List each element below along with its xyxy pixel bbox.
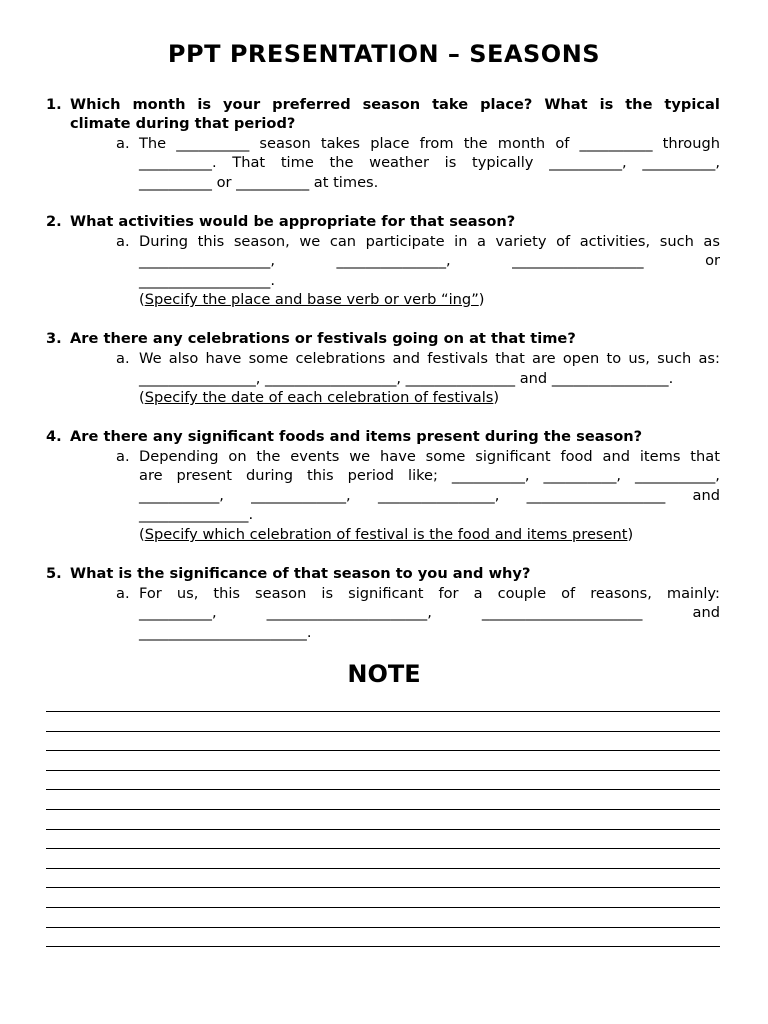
word: mainly: <box>666 585 720 602</box>
word: are <box>532 350 556 367</box>
word: some <box>248 350 289 367</box>
word: this <box>197 233 225 250</box>
word: are <box>139 467 163 484</box>
word: festivals <box>427 350 488 367</box>
word: items <box>639 448 681 465</box>
word: have <box>380 448 416 465</box>
answer-4a-line-4: _______________. <box>139 506 254 523</box>
word: as: <box>698 350 720 367</box>
word: the <box>256 448 281 465</box>
note-rule-line <box>46 750 720 751</box>
word: or <box>705 252 720 269</box>
word: us, <box>628 350 650 367</box>
word: month <box>132 96 186 113</box>
word: some <box>425 448 466 465</box>
question-number: 1. <box>46 96 62 113</box>
question-3-text: Are there any celebrations or festivals going on at that time? <box>70 330 576 347</box>
word: like; <box>408 467 438 484</box>
word: ___________________ <box>526 487 666 504</box>
word: __________ <box>579 135 653 152</box>
word: The <box>139 135 167 152</box>
word: and <box>392 350 421 367</box>
word: and <box>692 487 720 504</box>
answer-3a-line-2: ________________, __________________, _______________ and ________________. <box>139 370 674 387</box>
word: of <box>556 233 571 250</box>
answer-4a-line-1 <box>139 447 720 467</box>
question-number: 4. <box>46 428 62 445</box>
note-rule-line <box>46 887 720 888</box>
word: __________________ <box>512 252 644 269</box>
word: variety <box>495 233 547 250</box>
note-rule-line <box>46 770 720 771</box>
word: place? <box>480 96 533 113</box>
note-rule-line <box>46 829 720 830</box>
note-rule-line <box>46 848 720 849</box>
answer-2a-line-1 <box>139 232 720 252</box>
question-number: 5. <box>46 565 62 582</box>
word: period <box>347 467 395 484</box>
instruction-text: Specify the date of each celebration of festivals <box>144 389 494 406</box>
word: season, <box>233 233 290 250</box>
word: the <box>463 135 488 152</box>
word: ______________________, <box>266 604 432 621</box>
word: is <box>444 154 457 171</box>
word: and <box>602 448 631 465</box>
word: We <box>139 350 162 367</box>
word: significant <box>475 448 551 465</box>
answer-1a-line-1 <box>139 134 720 154</box>
answer-2a-instruction: (Specify the place and base verb or verb “ing”) <box>139 291 485 308</box>
word: the <box>329 154 354 171</box>
answer-5a-line-1 <box>139 584 720 604</box>
word: time <box>280 154 314 171</box>
word: For <box>139 585 162 602</box>
word: such <box>657 350 692 367</box>
word: What <box>544 96 588 113</box>
word: __________. <box>139 154 217 171</box>
word: food <box>560 448 593 465</box>
note-rule-line <box>46 868 720 869</box>
answer-4a-line-3 <box>139 486 720 506</box>
word: significant <box>348 585 424 602</box>
word: events <box>290 448 340 465</box>
word: such <box>659 233 694 250</box>
word: on <box>228 448 247 465</box>
word: __________, <box>549 154 627 171</box>
word: through <box>662 135 720 152</box>
word: preferred <box>272 96 351 113</box>
word: __________________, <box>139 252 275 269</box>
word: couple <box>497 585 547 602</box>
question-4-text: Are there any significant foods and items present during the season? <box>70 428 643 445</box>
instruction-text: Specify the place and base verb or verb “ing” <box>144 291 479 308</box>
word: During <box>139 233 189 250</box>
word: in <box>454 233 468 250</box>
question-1-line-1 <box>70 95 720 115</box>
note-rule-line <box>46 731 720 732</box>
word: can <box>329 233 357 250</box>
question-1-line-2: climate during that period? <box>70 115 296 132</box>
word: to <box>606 350 622 367</box>
word: a <box>477 233 486 250</box>
answer-5a-line-2 <box>139 603 720 623</box>
answer-5a-line-3: _______________________. <box>139 624 312 641</box>
answer-1a-line-3: __________ or __________ at times. <box>139 174 379 191</box>
word: also <box>168 350 199 367</box>
note-rule-line <box>46 809 720 810</box>
instruction-text: Specify which celebration of festival is the food and items present <box>144 526 628 543</box>
word: that <box>690 448 720 465</box>
word: is <box>197 96 212 113</box>
word: typical <box>664 96 720 113</box>
word: this <box>307 467 334 484</box>
word: Depending <box>139 448 219 465</box>
answer-2a-line-2 <box>139 251 720 271</box>
answer-label: a. <box>116 233 130 250</box>
answer-4a-line-2 <box>139 466 720 486</box>
note-rule-line <box>46 711 720 712</box>
word: for <box>438 585 459 602</box>
word: is <box>321 585 334 602</box>
word: season <box>255 585 307 602</box>
word: celebrations <box>295 350 386 367</box>
note-rule-line <box>46 927 720 928</box>
word: __________, <box>642 154 720 171</box>
question-number: 3. <box>46 330 62 347</box>
word: this <box>213 585 241 602</box>
word: that <box>495 350 525 367</box>
word: and <box>692 604 720 621</box>
word: ___________, <box>139 487 224 504</box>
word: from <box>419 135 454 152</box>
word: ______________________ <box>481 604 643 621</box>
word: participate <box>365 233 445 250</box>
word: your <box>223 96 261 113</box>
word: season <box>259 135 311 152</box>
answer-label: a. <box>116 585 130 602</box>
answer-3a-line-1 <box>139 349 720 369</box>
answer-3a-instruction: (Specify the date of each celebration of festivals) <box>139 389 500 406</box>
word: That <box>232 154 266 171</box>
word: place <box>370 135 410 152</box>
word: takes <box>320 135 361 152</box>
word: ________________, <box>377 487 500 504</box>
word: have <box>205 350 242 367</box>
answer-2a-line-3: __________________. <box>139 272 275 289</box>
word: weather <box>369 154 429 171</box>
word: take <box>432 96 469 113</box>
word: month <box>497 135 546 152</box>
answer-4a-instruction: (Specify which celebration of festival is the food and items present) <box>139 526 634 543</box>
answer-label: a. <box>116 135 130 152</box>
word: is <box>599 96 614 113</box>
word: typically <box>472 154 534 171</box>
answer-1a-line-2 <box>139 153 720 173</box>
word: __________, <box>543 467 622 484</box>
word: present <box>176 467 233 484</box>
question-number: 2. <box>46 213 62 230</box>
note-heading: NOTE <box>347 660 421 688</box>
page-title: PPT PRESENTATION – SEASONS <box>167 40 601 68</box>
word: _____________, <box>251 487 351 504</box>
word: Which <box>70 96 121 113</box>
word: _______________, <box>336 252 451 269</box>
answer-label: a. <box>116 350 130 367</box>
word: season <box>362 96 421 113</box>
note-rule-line <box>46 907 720 908</box>
word: us, <box>176 585 199 602</box>
question-2-text: What activities would be appropriate for that season? <box>70 213 516 230</box>
word: we <box>349 448 371 465</box>
word: ___________, <box>634 467 720 484</box>
word: we <box>299 233 321 250</box>
word: reasons, <box>590 585 652 602</box>
word: of <box>555 135 570 152</box>
word: of <box>561 585 576 602</box>
question-5-text: What is the significance of that season to you and why? <box>70 565 531 582</box>
word: open <box>562 350 600 367</box>
word: __________, <box>451 467 530 484</box>
word: a <box>473 585 483 602</box>
word: activities, <box>579 233 651 250</box>
word: __________, <box>139 604 217 621</box>
answer-label: a. <box>116 448 130 465</box>
word: as <box>703 233 720 250</box>
note-rule-line <box>46 789 720 790</box>
word: __________ <box>176 135 250 152</box>
note-rule-line <box>46 946 720 947</box>
word: during <box>245 467 294 484</box>
word: the <box>625 96 653 113</box>
